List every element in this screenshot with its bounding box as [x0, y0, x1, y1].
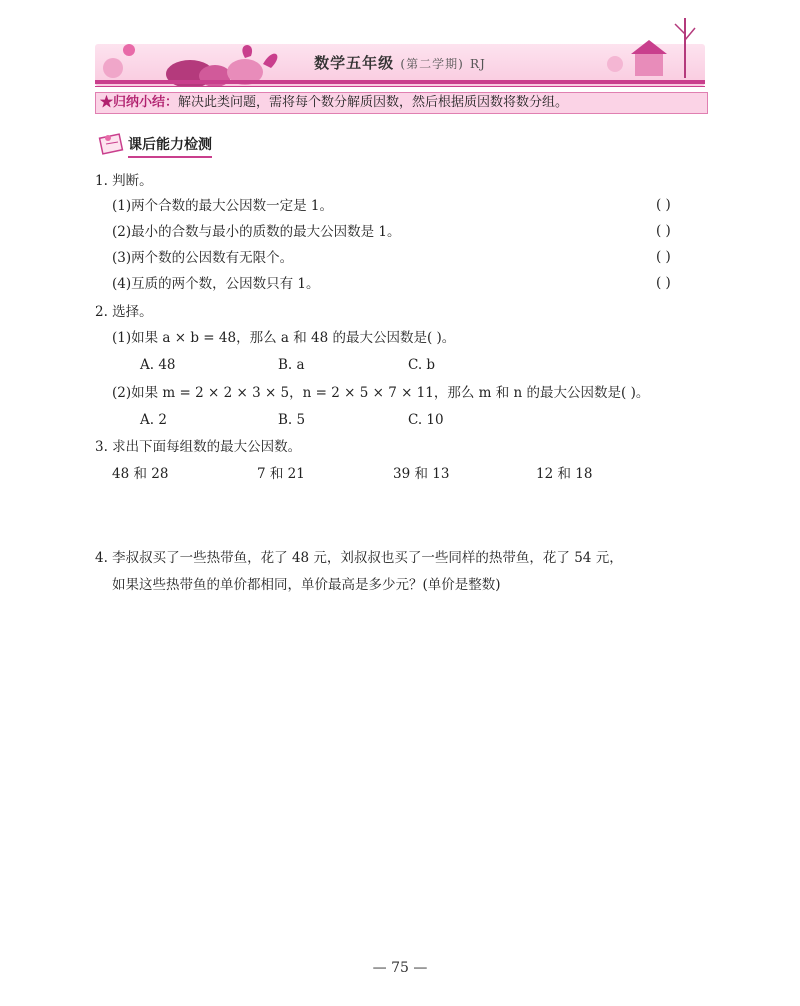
- header-title-text: 数学五年级: [314, 54, 395, 72]
- q1-answer-blank-1[interactable]: ( ): [656, 197, 671, 213]
- q1-answer-blank-2[interactable]: ( ): [656, 223, 671, 239]
- q1-item-2: (2)最小的合数与最小的质数的最大公因数是 1。: [112, 224, 401, 240]
- q3-pair-3: 39 和 13: [393, 466, 450, 482]
- q2-sub1-option-b[interactable]: B. a: [278, 357, 305, 373]
- notebook-icon: [98, 130, 128, 156]
- header-decoration-right: [595, 14, 705, 86]
- q2-sub2-option-a[interactable]: A. 2: [140, 412, 167, 428]
- q3-stem: 3. 求出下面每组数的最大公因数。: [95, 439, 302, 455]
- q3-pair-2: 7 和 21: [257, 466, 305, 482]
- q1-answer-blank-3[interactable]: ( ): [656, 249, 671, 265]
- q2-sub1-option-c[interactable]: C. b: [408, 357, 436, 373]
- section-title: 课后能力检测: [128, 134, 212, 158]
- q2-sub1-text: (1)如果 a × b = 48，那么 a 和 48 的最大公因数是( )。: [112, 330, 456, 346]
- q3-pair-1: 48 和 28: [112, 466, 169, 482]
- q2-sub2-option-c[interactable]: C. 10: [408, 412, 444, 428]
- q4-line-1: 4. 李叔叔买了一些热带鱼，花了 48 元，刘叔叔也买了一些同样的热带鱼，花了 54 元，: [95, 550, 623, 566]
- header-edition: RJ: [470, 57, 486, 71]
- q1-item-4: (4)互质的两个数，公因数只有 1。: [112, 276, 320, 292]
- q1-stem: 1. 判断。: [95, 173, 153, 189]
- summary-text: 解决此类问题，需将每个数分解质因数，然后根据质因数将数分组。: [178, 95, 569, 110]
- q1-answer-blank-4[interactable]: ( ): [656, 275, 671, 291]
- q3-pair-4: 12 和 18: [536, 466, 593, 482]
- page-number: — 75 —: [372, 960, 428, 976]
- header-title: [95, 52, 705, 73]
- q1-item-1: (1)两个合数的最大公因数一定是 1。: [112, 198, 334, 214]
- q1-item-3: (3)两个数的公因数有无限个。: [112, 250, 294, 266]
- q2-stem: 2. 选择。: [95, 304, 153, 320]
- summary-box: [95, 92, 708, 114]
- q2-sub2-option-b[interactable]: B. 5: [278, 412, 306, 428]
- q4-line-2: 如果这些热带鱼的单价都相同，单价最高是多少元？(单价是整数): [112, 577, 501, 593]
- header-rule: [95, 80, 705, 84]
- page-header: [95, 14, 705, 74]
- header-semester: (第二学期): [400, 57, 464, 71]
- summary-lead: ★归纳小结：: [100, 95, 179, 110]
- q2-sub1-option-a[interactable]: A. 48: [140, 357, 176, 373]
- header-rule-thin: [95, 86, 705, 87]
- q2-sub2-text: (2)如果 m = 2 × 2 × 3 × 5，n = 2 × 5 × 7 × 11，那么 m 和 n 的最大公因数是( )。: [112, 385, 650, 401]
